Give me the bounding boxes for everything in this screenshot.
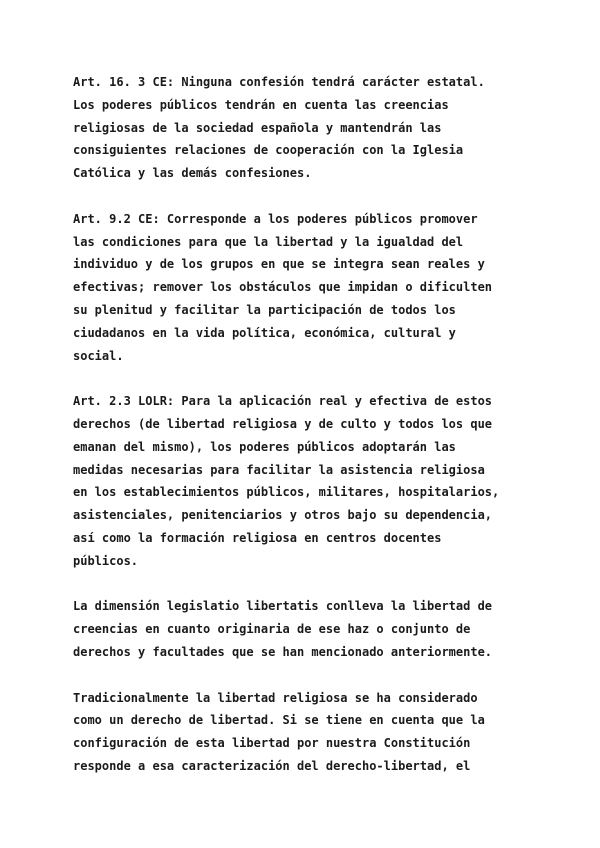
text-line: ciudadanos en la vida política, económica, cultural y — [73, 325, 456, 340]
text-line: Art. 2.3 LOLR: Para la aplicación real y efectiva de estos — [73, 394, 493, 409]
text-line: derechos y facultades que se han mencionado anteriormente. — [73, 644, 493, 659]
text-line: Art. 16. 3 CE: Ninguna confesión tendrá carácter estatal. — [73, 75, 485, 89]
text-line: las condiciones para que la libertad y la igualdad del — [73, 234, 464, 249]
text-line: públicos. — [73, 553, 139, 568]
paragraph-legislatio-libertatis — [73, 595, 513, 663]
paragraph-tradicionalmente — [73, 687, 513, 778]
text-line: medidas necesarias para facilitar la asistencia religiosa — [73, 462, 485, 477]
text-line: Tradicionalmente la libertad religiosa se ha considerado — [73, 690, 478, 705]
text-line: así como la formación religiosa en centros docentes — [73, 530, 442, 545]
text-line: Católica y las demás confesiones. — [73, 166, 312, 181]
paragraph-art-9-2-ce — [73, 208, 513, 368]
text-line: derechos (de libertad religiosa y de culto y todos los que — [73, 416, 493, 431]
text-line: asistenciales, penitenciarios y otros bajo su dependencia, — [73, 508, 493, 523]
text-line: Los poderes públicos tendrán en cuenta las creencias — [73, 97, 449, 112]
text-line: La dimensión legislatio libertatis conlleva la libertad de — [73, 599, 493, 614]
text-line: consiguientes relaciones de cooperación con la Iglesia — [73, 143, 464, 158]
text-line: religiosas de la sociedad española y mantendrán las — [73, 120, 442, 135]
text-line: en los establecimientos públicos, militares, hospitalarios, — [73, 485, 500, 500]
text-line: configuración de esta libertad por nuestra Constitución — [73, 736, 471, 751]
text-line: emanan del mismo), los poderes públicos adoptarán las — [73, 439, 456, 454]
text-line: su plenitud y facilitar la participación de todos los — [73, 302, 456, 317]
text-line: responde a esa caracterización del derecho-libertad, el — [73, 758, 471, 773]
text-line: individuo y de los grupos en que se integra sean reales y — [73, 257, 485, 272]
text-line: efectivas; remover los obstáculos que impidan o dificulten — [73, 280, 493, 295]
text-line: social. — [73, 348, 124, 363]
text-line: Art. 9.2 CE: Corresponde a los poderes públicos promover — [73, 211, 478, 226]
paragraph-art-2-3-lolr — [73, 390, 513, 572]
text-line: como un derecho de libertad. Si se tiene en cuenta que la — [73, 713, 485, 728]
paragraph-art-16-3-ce — [73, 71, 513, 185]
document-body — [73, 71, 513, 801]
text-line: creencias en cuanto originaria de ese haz o conjunto de — [73, 622, 471, 637]
